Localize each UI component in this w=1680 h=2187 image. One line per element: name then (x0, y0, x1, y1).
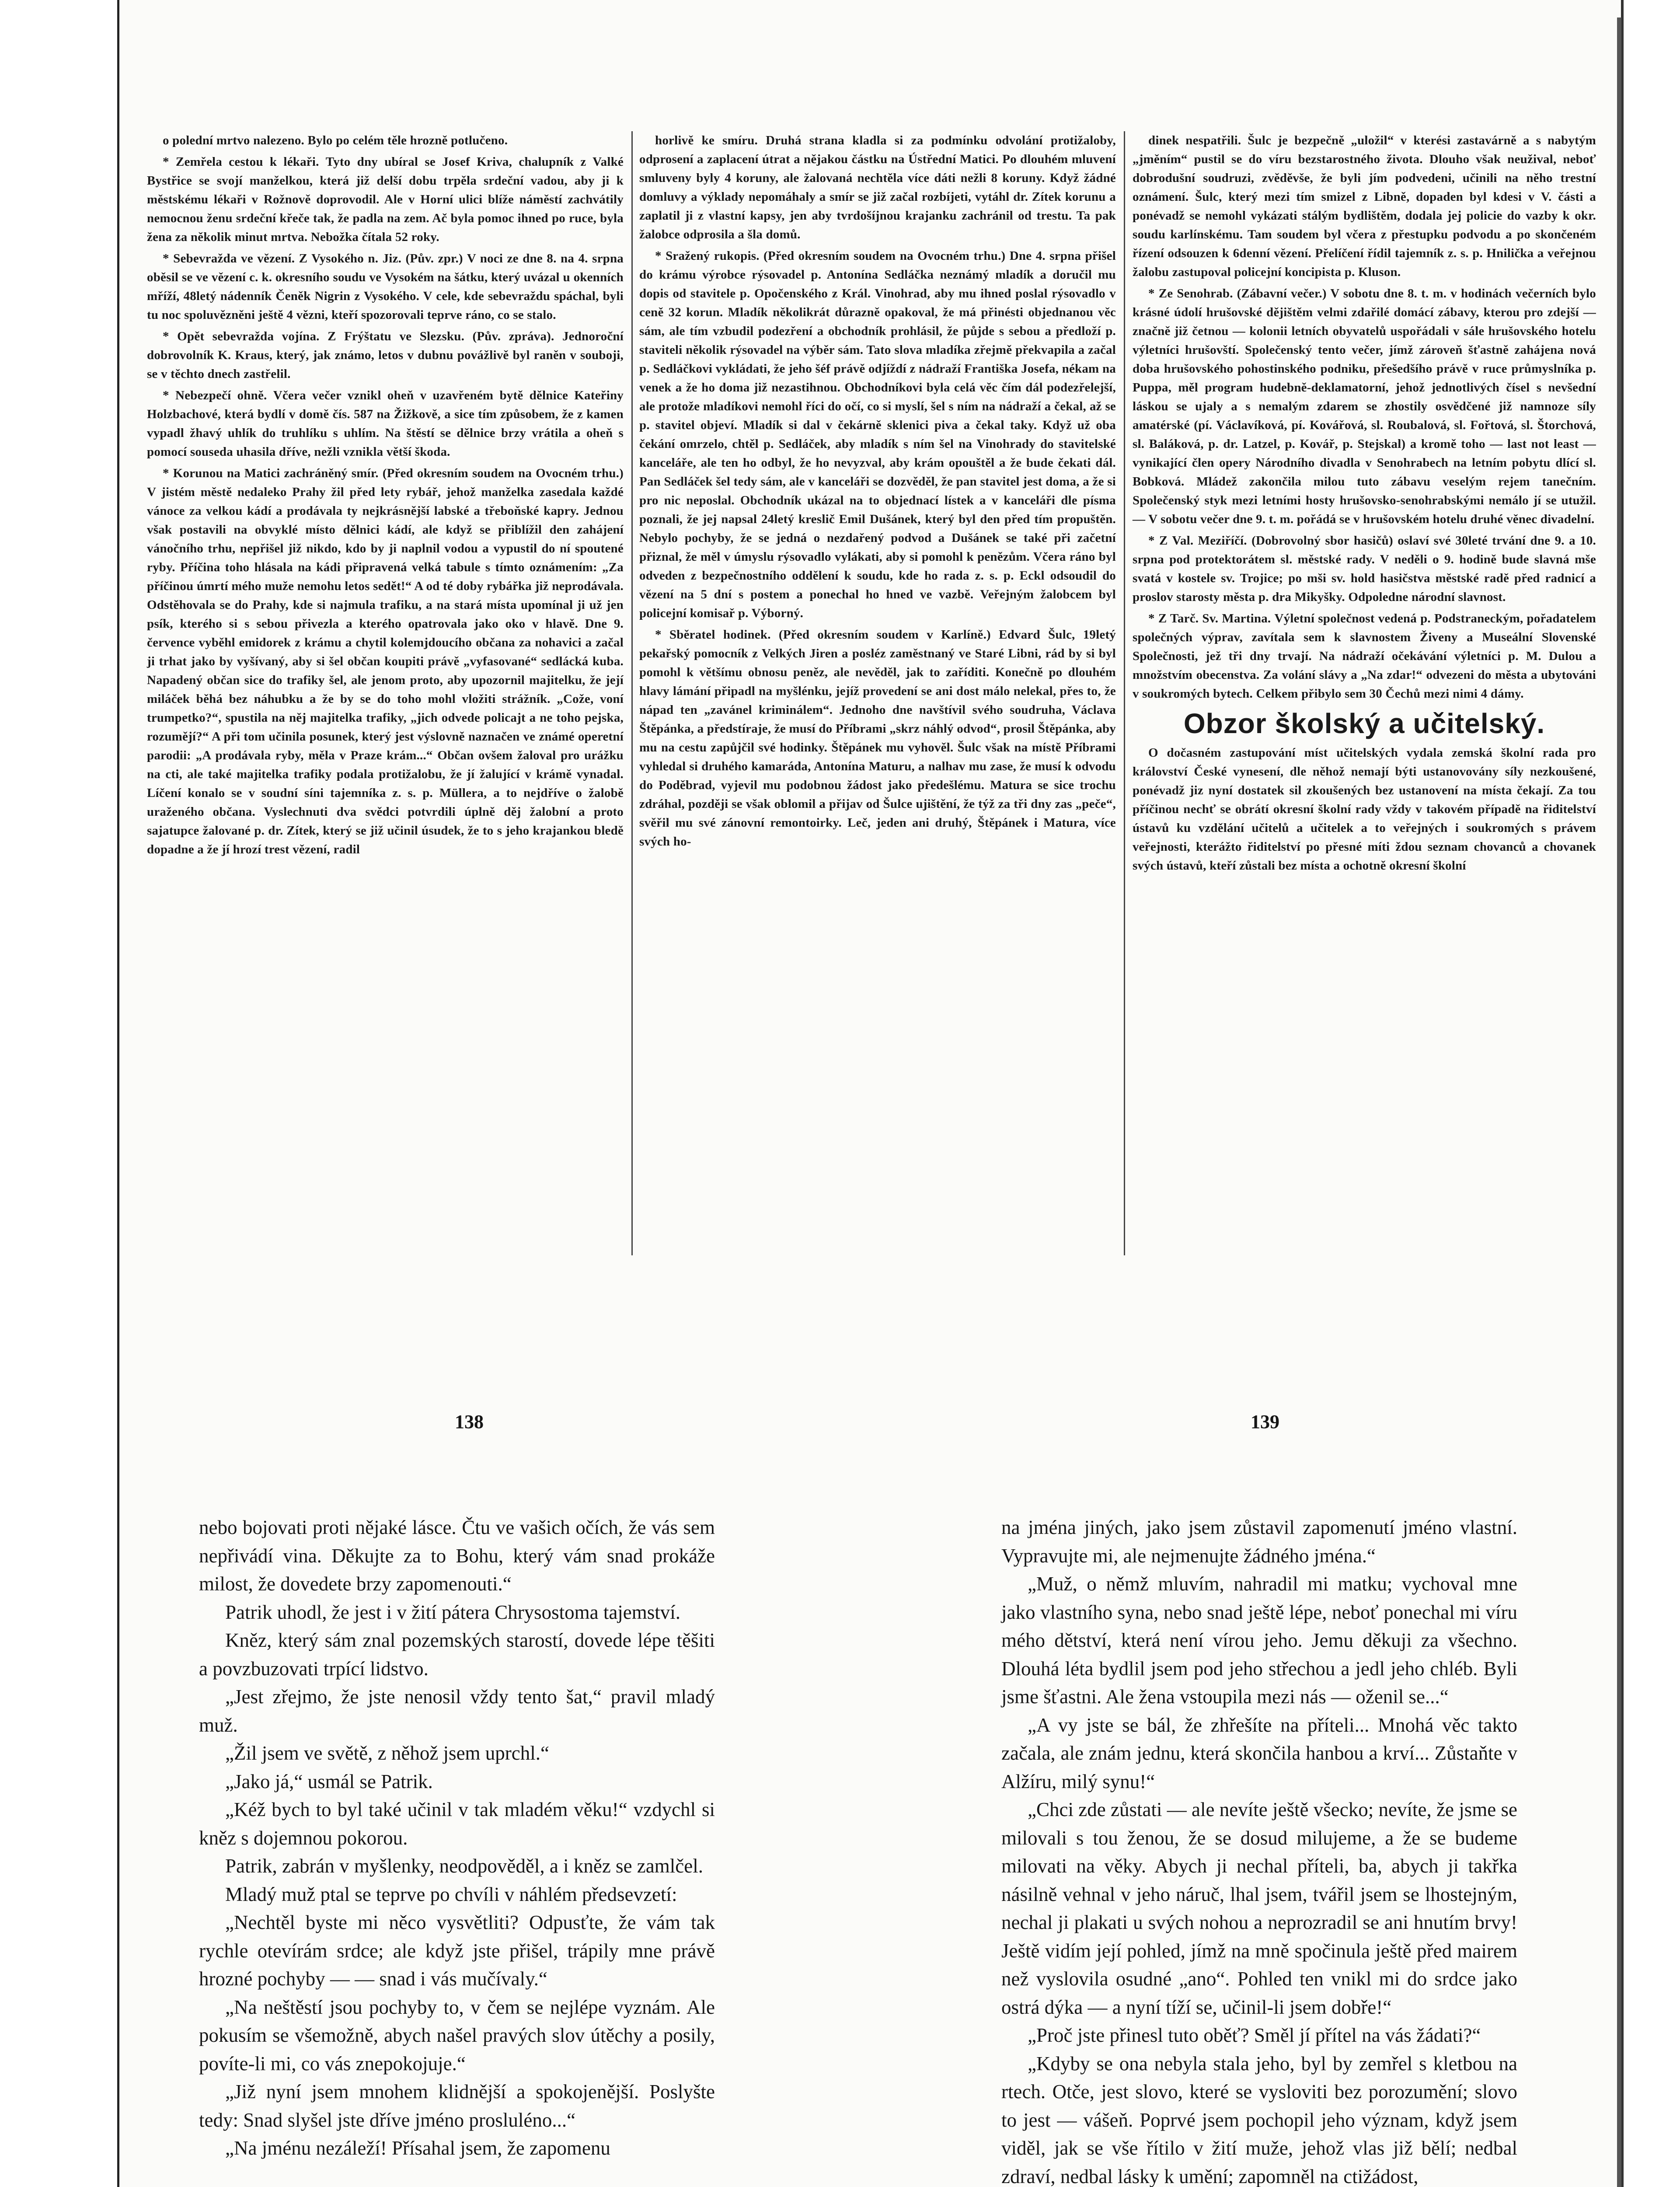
news-paragraph (1133, 531, 1596, 607)
right-page-number: 139 (1251, 1411, 1279, 1432)
news-body: Výletní společnost vedená p. Podstraneckým, pořadatelem společných výprav, zavítala sem k slavnostem Živeny a Museální Slovenské Společnosti, jež tři dny trvají. Na nádraží očekávání výletníci p. M. Dulou a množstvím obecenstva. Za volání slávy a „Na zdar!“ odvezeni do města a ubytováni v soukromých bytech. Celkem přibylo sem 30 Čechů mezi nimi 4 dámy. (1133, 611, 1596, 701)
book-paragraph: „Nechtěl byste mi něco vysvětliti? Odpusťte, že vám tak rychle otevírám srdce; ale když jste přišel, trápily mne právě hrozné pochyby — — snad i vás mučívaly.“ (199, 1911, 715, 1990)
news-paragraph (1133, 131, 1596, 282)
news-headline: * Zemřela cestou k lékaři. (163, 155, 326, 169)
news-headline: * Sběratel hodinek. (655, 628, 779, 642)
news-body: horlivě ke smíru. Druhá strana kladla si za podmínku odvolání protižaloby, odprosení a zaplacení útrat a nějakou částku na Ústřední Matici. Po dlouhém mluvení smluveny byly 4 koruny, ale žalovaná nechtěla více dáti nežli 8 koruny. Když žádné domluvy a výklady nepomáhaly a smír se již začal rozbíjeti, vytáhl dr. Zítek korunu a zaplatil ji z vlastní kapsy, jen aby tvrdošíjnou krajanku zachránil od trestu. Ta pak žalobce odprosila a šla domů. (639, 133, 1116, 241)
book-paragraph: Patrik uhodl, že jest i v žití pátera Chrysostoma tajemství. (225, 1601, 681, 1623)
news-body: Tyto dny ubíral se Josef Kriva, chalupník z Valké Bystřice se svojí manželkou, která již delší dobu trpěla srdeční vadou, aby ji k městskému lékaři v Rožnově doprovodil. Ale v Horní ulici blíže náměstí zachvátily nemocnou ženu srdeční křeče tak, že padla na zem. Ač byla pomoc ihned po ruce, byla žena za několik minut mrtva. Nebožka čítala 52 roky. (147, 155, 624, 244)
news-body: (Zábavní večer.) V sobotu dne 8. t. m. v hodinách večerních bylo krásné údolí hrušovské dějištěm velmi zdařilé domácí zábavy, kterou pro zdejší — značně již četnou — kolonii letních obyvatelů uspořádali v sále hrušovského hotelu výletníci hrušovští. Společenský tento večer, jímž zároveň šťastně zahájena nová doba hrušovského pohostinského podniku, přešedšího právě v ruce průmyslníka p. Puppa, měl program hudebně-deklamatorní, jehož jednotlivých čísel s nevšední láskou se ujaly a s nemalým zdarem se zhostily osvědčené již namnoze síly amatérské (pí. Václavíková, pí. Kovářová, sl. Roubalová, sl. Fořtová, sl. Štorchová, sl. Baláková, p. dr. Latzel, p. Kovář, p. Stejskal) a kromě toho — last not least — vynikající člen opery Národního divadla v Senohrabech na letním pobytu dlící sl. Bobková. Mládež zakončila milou tuto zábavu veselým rejem tanečním. Společenský styk mezi letními hosty hrušovsko-senohrabskými nemálo jí se utužil. — V sobotu večer dne 9. t. m. pořádá se v hrušovském hotelu druhé věnec divadelní. (1133, 286, 1596, 526)
book-paragraph: Patrik, zabrán v myšlenky, neodpověděl, a i kněz se zamlčel. (225, 1855, 703, 1877)
left-page-number: 138 (455, 1411, 484, 1432)
book-paragraph: Kněz, který sám znal pozemských starostí, dovede lépe těšiti a povzbuzovati trpící lidstvo. (199, 1629, 715, 1680)
book-paragraph: „Na jménu nezáleží! Přísahal jsem, že zapomenu (225, 2137, 610, 2159)
book-paragraph: „A vy jste se bál, že zhřešíte na příteli... Mnohá věc takto začala, ale znám jednu, která skončila hanbou a krví... Zůstaňte v Alžíru, milý synu!“ (1001, 1714, 1517, 1792)
book-paragraph: „Již nyní jsem mnohem klidnější a spokojenější. Poslyšte tedy: Snad slyšel jste dříve jméno prosluléno...“ (199, 2081, 715, 2131)
news-column-2 (639, 131, 1116, 854)
news-paragraph (1133, 284, 1596, 529)
book-paragraph: „Proč jste přinesl tuto oběť? Směl jí přítel na vás žádati?“ (1028, 2024, 1481, 2046)
news-body: (Před okresním soudem v Karlíně.) Edvard Šulc, 19letý pekařský pomocník z Velkých Jiren a posléz zaměstnaný ve Staré Libni, rád by si byl pomohl k většímu obnosu peněz, ale nevěděl, jak to zaříditi. Konečně po dlouhém hlavy lámání připadl na myšlénku, jejíž provedení se ani dost málo nelekal, přes to, že nápad ten „zavánel kriminálem“. Jednoho dne navštívil svého soudruha, Václava Štěpánka, a předstíraje, že musí do Příbrami „skrz náhlý odvod“, prosil Štěpánka, aby mu na cestu zapůjčil své hodinky. Štěpánek mu vyhověl. Šulc však na místě Příbrami vyhledal si druhého kamaráda, Antonína Maturu, a nalhav mu zase, že musí k odvodu do Poděbrad, vyjevil mu podobnou žádost jako předešlému. Matura se sice trochu zdráhal, později se však oblomil a přijav od Šulce ujištění, že týž za tři dny zas „peče“, svěřil mu své zánovní remontoirky. Leč, jeden ani druhý, Štěpánek i Matura, více svých ho- (639, 628, 1116, 849)
news-headline: * Z Tarč. Sv. Martina. (1148, 611, 1275, 625)
news-headline: * Korunou na Matici zachráněný smír. (163, 466, 383, 480)
column-divider (631, 131, 633, 1255)
book-paragraph: „Kdyby se ona nebyla stala jeho, byl by zemřel s kletbou na rtech. Otče, jest slovo, které se vysloviti bez porozumění; slovo to jest — vášeň. Poprvé jsem pochopil jeho význam, když jsem viděl, jak se vše řítilo v žití muže, jehož vlas již bělí; nedbal zdraví, nedbal lásky k umění; zapomněl na ctižádost, (1001, 2052, 1517, 2187)
book-paragraph: „Na neštěstí jsou pochyby to, v čem se nejlépe vyznám. Ale pokusím se všemožně, abych našel pravých slov útěchy a posily, povíte-li mi, co vás znepokojuje.“ (199, 1996, 715, 2075)
news-headline: * Opět sebevražda vojína. (163, 329, 328, 343)
news-paragraph (639, 131, 1116, 244)
news-headline: * Z Val. Meziříčí. (1148, 534, 1252, 548)
book-paragraph: na jména jiných, jako jsem zůstavil zapomenutí jméno vlastní. Vypravujte mi, ale nejmenujte žádného jména.“ (1001, 1516, 1517, 1567)
news-headline: * Nebezpečí ohně. (163, 388, 273, 402)
news-paragraph (639, 247, 1116, 623)
left-page-text (199, 1513, 715, 2163)
news-column-3 (1133, 131, 1596, 878)
news-paragraph (147, 327, 624, 384)
column-divider (1124, 131, 1125, 1255)
news-headline: * Sražený rukopis. (655, 249, 764, 263)
book-paragraph: „Žil jsem ve světě, z něhož jsem uprchl.“ (225, 1742, 549, 1764)
news-body: dinek nespatřili. Šulc je bezpečně „uložil“ v kterési zastavárně a s nabytým „jměním“ pustil se do víru bezstarostného života. Dlouho však neužival, neboť dobrodušní soudruzi, zvěděvše, že byli jím podvedeni, učinili na něho trestní oznámení. Šulc, který mezi tím smizel z Libně, dopaden byl kdesi v V. části a ponévadž se nemohl vykázati stálým bydlištěm, dodala jej policie do vazby k okr. soudu karlínskému. Tam soudem byl včera z přestupku podvodu a po skončeném řízení odsouzen k 6denní vězení. Přelíčení řídil tajemník z. s. p. Hnilička a veřejnou žalobu zastupoval policejní koncipista p. Kluson. (1133, 133, 1596, 279)
news-headline: * Ze Senohrab. (1148, 286, 1237, 300)
scan-edge (1617, 17, 1621, 2187)
news-body: (Před okresním soudem na Ovocném trhu.) Dne 4. srpna přišel do krámu výrobce rýsovadel p. Antonína Sedláčka neznámý mladík a doručil mu dopis od stavitele p. Opočenského z Král. Vinohrad, aby mu ihned poslal rýsovadlo v ceně 32 korun. Mladík několikrát důrazně opakoval, že má přinésti objednanou věc sám, ale tím vzbudil podezření a obchodník prohlásil, že půjde s sebou a předloží p. staviteli několik rýsovadel na výběr sám. Tato slova mladíka zřejmě překvapila a začal p. Sedláčkovi vykládati, že jeho šéf právě odjíždí z nádraží Františka Josefa, nékam na venek a že ho doma již nezastihnou. Obchodníkovi byla celá věc čím dál podezřelejší, ale protože mladíkovi nemohl říci do očí, co si myslí, šel s ním na nádraží a čekal, až se p. stavitel objeví. Mladík si dal v čekárně sklenici piva a čekal taky. Když už oba čekání omrzelo, chtěl p. Sedláček, aby mladík s ním šel na Vinohrady do stavitelské kanceláře, ale ten ho odbyl, že ho nevyzval, aby krám opouštěl a že bude čekati dál. Pan Sedláček šel tedy sám, ale v kanceláři se dozvěděl, že pan stavitel jest doma, a že si pro nic neposlal. Obchodník ukázal na to objednací lístek a v kanceláři dle písma poznali, že jej napsal 24letý kreslič Emil Dušánek, který byl den před tím propuštěn. Nebylo pochyby, že se jedná o nezdařený podvod a Dušánek se také při začetní přiznal, že měl v úmyslu rýsovadlo vylákati, aby si pomohl k penězům. Včera ráno byl odveden z bezpečnostního oddělení k soudu, kde ho rada z. s. p. Eckl odsoudil do vězení na 5 dní s postem a ponechal ho hned ve vazbě. Veřejným žalobcem byl policejní komisař p. Výborný. (639, 249, 1116, 620)
news-paragraph (147, 386, 624, 461)
news-paragraph (147, 153, 624, 247)
book-paragraph: Mladý muž ptal se teprve po chvíli v náhlém předsevzetí: (225, 1883, 677, 1905)
news-body: o polední mrtvo nalezeno. Bylo po celém těle hrozně potlučeno. (163, 133, 508, 147)
news-column-1 (147, 131, 624, 862)
section-heading: Obzor školský a učitelský. (1183, 708, 1545, 739)
news-headline: * Sebevražda ve vězení. (163, 252, 299, 266)
news-paragraph (147, 464, 624, 859)
news-paragraph (1133, 609, 1596, 703)
news-body: (Před okresním soudem na Ovocném trhu.) V jistém městě nedaleko Prahy žil před lety rybář, jehož manželka zasedala každé vánoce za velkou kádí a prodávala ty nejkrásnější labské a třeboňské kapry. Jednou však postavili na obvyklé místo dělnici kádí, ale když se přiblížil den zahájení vánočního trhu, nepřišel již nikdo, kdo by ji naplnil vodou a vypustil do ní spoutené ryby. Příčina toho hlásala na kádi připravená velká tabule s tímto oznámením: „Za příčinou úmrtí mého muže nemohu letos sedět!“ A od té doby rybářka již neprodávala. Odstěhovala se do Prahy, kde si najmula trafiku, a na stará místa upomínal ji už jen psík, kterého si s sebou přivezla a kterého opatrovala jako oko v hlavě. Dne 9. července vyběhl emidorek z krámu a chytil kolemjdoucího občana za nohavici a začal ji trhat jako by vyšívaný, aby si šel občan koupiti právě „vyfasované“ sedlácká kuba. Napadený občan sice do trafiky šel, ale jenom proto, aby upozornil majitelku, že její miláček běhá bez náhubku a že by se do toho mohl vložiti strážník. „Cože, voní trumpetko?“, spustila na něj majitelka trafiky, „jich odvede policajt a ne toho pejska, rozumějí?“ A při tom učinila posunek, který jest výslovně naznačen ve známé operetní parodii: „A prodávala ryby, měla v Praze krám...“ Občan ovšem žaloval pro urážku na cti, ale také majitelka trafiky podala protižalobu, že jí žalující v krámě vynadal. Líčení konalo se v soudní síni tajemníka z. s. p. Müllera, a to nejdříve o žalobě uraženého občana. Vyslechnuti dva svědci potvrdili úplně děj žalobní a proto sajatupce žalované p. dr. Zítek, který se již učinil úsudek, že to s jeho krajankou bledě dopadne a že jí hrozí trest vězení, radil (147, 466, 624, 856)
news-body: (Dobrovolný sbor hasičů) oslaví své 30leté trvání dne 9. a 10. srpna pod protektorátem sl. městské rady. V neděli o 9. hodině bude slavná mše svatá v kostele sv. Trojice; po mši sv. hold hasičstva městské radě před radnicí a proslov starosty města p. dra Mikyšky. Odpoledne národní slavnost. (1133, 534, 1596, 604)
news-paragraph (639, 625, 1116, 851)
book-paragraph: „Jako já,“ usmál se Patrik. (225, 1770, 433, 1792)
right-page-text (1001, 1513, 1517, 2187)
news-paragraph (147, 249, 624, 325)
book-paragraph: „Muž, o němž mluvím, nahradil mi matku; vychoval mne jako vlastního syna, nebo snad ještě lépe, neboť ponechal mi víru mého dětství, která není vírou jeho. Jemu děkuji za všechno. Dlouhá léta bydlil jsem pod jeho střechou a jedl jeho chléb. Byli jsme šťastni. Ale žena vstoupila mezi nás — oženil se...“ (1001, 1573, 1517, 1708)
news-body: Z Vysokého n. Jiz. (Pův. zpr.) V noci ze dne 8. na 4. srpna oběsil se ve vězení c. k. okresního soudu ve Vysokém na šátku, který uvázal u okenních mříží, 48letý nádenník Čeněk Nigrin z Vysokého. V cele, kde sebevraždu spáchal, byli tu noc spoluvězněni ještě 4 vězni, kteří spozorovali teprve ráno, co se stalo. (147, 252, 624, 322)
news-paragraph: O dočasném zastupování míst učitelských vydala zemská školní rada pro království České vynesení, dle něhož nemají býti ustanovovány síly nezkoušené, ponévadž jiz nyní dostatek sil zkoušených bez ustanovení na místa čekají. Za tou příčinou nechť se obrátí okresní školní rady vždy v takovém případě na řiditelství ústavů ku vzdělání učitelů a učitelek a to veřejných i soukromých s právem veřejnosti, kterážto řiditelství po přesné míti ždou seznam chovanců a chovanek svých ústavů, kteří zůstali bez místa a ochotně okresní školní (1133, 746, 1596, 873)
book-paragraph: „Chci zde zůstati — ale nevíte ještě všecko; nevíte, že jsme se milovali s tou ženou, že se dosud milujeme, a že se budeme milovati na věky. Abych ji nechal příteli, ba, abych ji takřka násilně vehnal v jeho náruč, lhal jsem, tvářil jsem se lhostejným, nechal ji plakati u svých nohou a neprozradil se ani hnutím brvy! Ještě vidím její pohled, jímž na mně spočinula ještě před mairem než vyslovila osudné „ano“. Pohled ten vnikl mi do srdce jako ostrá dýka — a nyní tíží se, učinil-li jsem dobře!“ (1001, 1799, 1517, 2018)
book-paragraph: „Kéž bych to byl také učinil v tak mladém věku!“ vzdychl si kněz s dojemnou pokorou. (199, 1799, 715, 1849)
news-body: Včera večer vznikl oheň v uzavřeném bytě dělnice Kateřiny Holzbachové, která bydlí v domě čís. 587 na Žižkově, a sice tím způsobem, že z kamen vypadl žhavý uhlík do truhlíku s uhlím. Na štěstí se dělnice brzy vrátila a oheň s pomocí souseda uhasila dříve, nežli vznikla větší škoda. (147, 388, 624, 459)
news-paragraph (147, 131, 624, 150)
news-body: Z Frýštatu ve Slezsku. (Pův. zpráva). Jednoroční dobrovolník K. Kraus, který, jak známo, letos v dubnu povážlivě byl raněn v souboji, se v těchto dnech zastřelil. (147, 329, 624, 381)
book-paragraph: „Jest zřejmo, že jste nenosil vždy tento šat,“ pravil mladý muž. (199, 1686, 715, 1736)
book-paragraph: nebo bojovati proti nějaké lásce. Čtu ve vašich očích, že vás sem nepřivádí vina. Děkujte za to Bohu, který vám snad prokáže milost, že dovedete brzy zapomenouti.“ (199, 1516, 715, 1595)
